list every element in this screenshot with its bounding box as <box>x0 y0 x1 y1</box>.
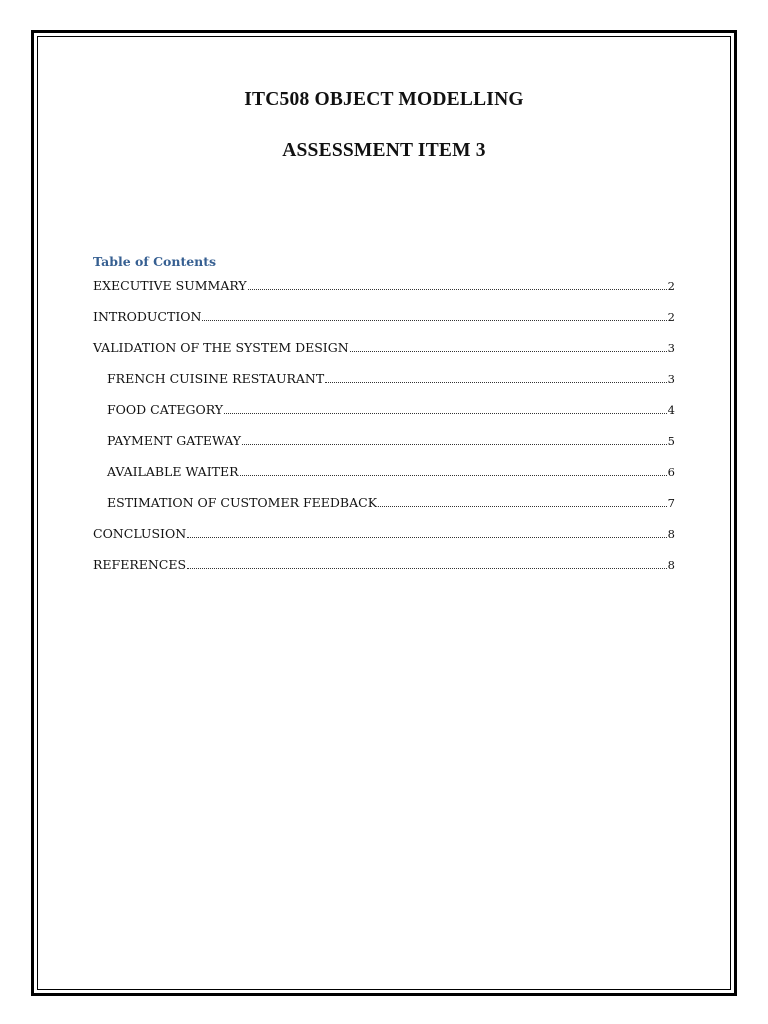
toc-dot-leader <box>240 466 667 476</box>
toc-entry[interactable] <box>93 278 675 309</box>
toc-entry[interactable] <box>93 526 675 557</box>
toc-entry[interactable] <box>93 309 675 340</box>
toc-dot-leader <box>187 528 667 538</box>
toc-entry-label: FOOD CATEGORY <box>107 402 224 417</box>
toc-entry[interactable] <box>93 433 675 464</box>
toc-entry-page: 3 <box>667 372 675 386</box>
toc-entry-page: 2 <box>667 279 675 293</box>
toc-dot-leader <box>202 311 666 321</box>
toc-entry-page: 8 <box>667 558 675 572</box>
toc-entry[interactable] <box>93 495 675 526</box>
toc-entry-label: AVAILABLE WAITER <box>107 464 239 479</box>
toc-entry-label: VALIDATION OF THE SYSTEM DESIGN <box>93 340 349 355</box>
toc-entry[interactable] <box>93 557 675 588</box>
toc-entry-page: 2 <box>667 310 675 324</box>
toc-entry-label: REFERENCES <box>93 557 187 572</box>
toc-entry-page: 6 <box>667 465 675 479</box>
toc-entry-page: 4 <box>667 403 675 417</box>
toc-entry-page: 5 <box>667 434 675 448</box>
toc-entry-label: EXECUTIVE SUMMARY <box>93 278 247 293</box>
toc-entry-label: CONCLUSION <box>93 526 187 541</box>
toc-entry-label: PAYMENT GATEWAY <box>107 433 241 448</box>
toc-entry-page: 3 <box>667 341 675 355</box>
table-of-contents <box>93 278 675 588</box>
toc-dot-leader <box>325 373 666 383</box>
toc-entry-page: 8 <box>667 527 675 541</box>
toc-entry[interactable] <box>93 464 675 495</box>
toc-dot-leader <box>350 342 667 352</box>
toc-entry-page: 7 <box>667 496 675 510</box>
toc-dot-leader <box>378 497 667 507</box>
toc-dot-leader <box>242 435 667 445</box>
toc-dot-leader <box>248 280 667 290</box>
toc-heading: Table of Contents <box>93 254 217 269</box>
toc-entry-label: INTRODUCTION <box>93 309 202 324</box>
toc-dot-leader <box>187 559 667 569</box>
toc-entry-label: ESTIMATION OF CUSTOMER FEEDBACK <box>107 495 378 510</box>
toc-dot-leader <box>224 404 667 414</box>
toc-entry[interactable] <box>93 402 675 433</box>
toc-entry[interactable] <box>93 371 675 402</box>
toc-entry[interactable] <box>93 340 675 371</box>
document-title: ITC508 OBJECT MODELLING <box>244 89 524 110</box>
document-subtitle: ASSESSMENT ITEM 3 <box>282 140 486 161</box>
toc-entry-label: FRENCH CUISINE RESTAURANT <box>107 371 325 386</box>
